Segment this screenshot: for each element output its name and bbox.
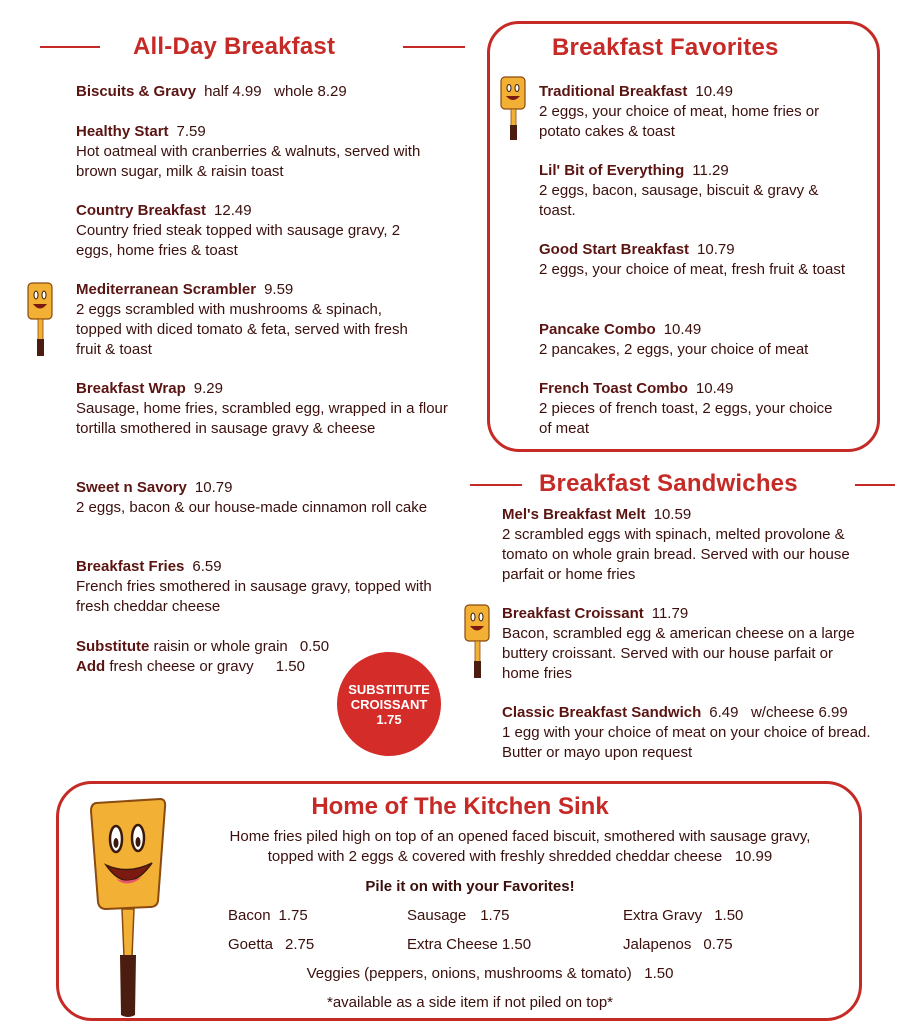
add-price: 1.50 <box>275 658 305 675</box>
item-price: 10.49 <box>695 380 734 397</box>
item-name: Mel's Breakfast Melt <box>502 506 646 523</box>
topping-name: Extra Cheese <box>407 936 498 953</box>
item-price: 10.59 <box>653 506 692 523</box>
item-name: Good Start Breakfast <box>539 241 690 258</box>
item-price: 7.59 <box>176 123 206 140</box>
item-desc: Country fried steak topped with sausage gravy, 2 eggs, home fries & toast <box>76 222 401 259</box>
topping-name: Goetta <box>228 936 274 953</box>
substitute-text: raisin or whole grain <box>153 638 288 655</box>
topping-price: 0.75 <box>703 936 733 953</box>
topping-option <box>228 936 314 953</box>
substitute-line <box>76 637 376 657</box>
topping-price: 1.75 <box>278 907 308 924</box>
item-price: 9.59 <box>264 281 294 298</box>
all-day-title: All-Day Breakfast <box>133 33 336 60</box>
add-label: Add <box>76 658 106 675</box>
menu-item <box>76 478 446 518</box>
item-price: 9.29 <box>193 380 223 397</box>
item-desc: 2 eggs, your choice of meat, home fries or potato cakes & toast <box>539 103 820 140</box>
pile-label: Pile it on with your Favorites! <box>365 878 575 895</box>
favorites-title: Breakfast Favorites <box>552 34 779 61</box>
menu-item <box>76 82 446 102</box>
veggies-line: Veggies (peppers, onions, mushrooms & tomato) 1.50 <box>306 965 674 982</box>
item-desc: 2 pancakes, 2 eggs, your choice of meat <box>539 341 809 358</box>
sandwiches-title: Breakfast Sandwiches <box>539 470 798 497</box>
item-price: 12.49 <box>214 202 252 219</box>
substitute-price: 0.50 <box>299 638 330 655</box>
side-item-note: *available as a side item if not piled on top* <box>326 994 613 1011</box>
item-desc: 2 eggs, bacon & our house-made cinnamon roll cake <box>76 499 428 516</box>
menu-item <box>76 379 448 439</box>
item-name: Breakfast Croissant <box>502 605 644 622</box>
kitchen-sink-title: Home of The Kitchen Sink <box>311 793 609 820</box>
item-name: Biscuits & Gravy <box>76 83 197 100</box>
item-name: Sweet n Savory <box>76 479 187 496</box>
badge-line: CROISSANT <box>350 696 428 712</box>
item-desc: 1 egg with your choice of meat on your choice of bread. Butter or mayo upon request <box>502 724 879 761</box>
item-price: 10.79 <box>697 241 735 258</box>
menu-item <box>76 122 446 182</box>
item-price: 11.79 <box>651 605 689 622</box>
add-text: fresh cheese or gravy <box>109 658 254 675</box>
header-rule-left <box>40 46 100 48</box>
item-desc: 2 eggs, bacon, sausage, biscuit & gravy & toast. <box>539 182 819 219</box>
badge-line: SUBSTITUTE <box>348 681 430 697</box>
topping-price: 1.75 <box>480 907 510 924</box>
item-desc: 2 pieces of french toast, 2 eggs, your choice of meat <box>539 400 833 437</box>
item-name: Classic Breakfast Sandwich <box>502 704 702 721</box>
menu-item <box>502 604 862 684</box>
item-desc: 2 eggs, your choice of meat, fresh fruit & toast <box>539 261 845 278</box>
spatula-icon <box>499 75 527 141</box>
spatula-icon <box>26 281 54 357</box>
substitute-label: Substitute <box>76 638 150 655</box>
item-price: half 4.99 whole 8.29 <box>204 83 347 100</box>
item-price: 10.49 <box>663 321 702 338</box>
item-name: Country Breakfast <box>76 202 207 219</box>
substitute-croissant-badge <box>337 652 441 756</box>
menu-item <box>539 240 849 280</box>
item-desc: French fries smothered in sausage gravy, topped with fresh cheddar cheese <box>76 578 432 615</box>
menu-item <box>76 280 426 360</box>
item-desc: 2 eggs scrambled with mushrooms & spinach, topped with diced tomato & feta, served with fresh fruit & toast <box>76 301 408 358</box>
topping-option <box>407 936 531 953</box>
topping-name: Bacon <box>228 907 271 924</box>
topping-price: 2.75 <box>285 936 315 953</box>
menu-item <box>76 201 436 261</box>
topping-option <box>623 936 733 953</box>
topping-option <box>623 907 743 924</box>
item-name: Healthy Start <box>76 123 169 140</box>
item-desc: 2 scrambled eggs with spinach, melted provolone & tomato on whole grain bread. Served with our house parfait or home fries <box>502 526 850 583</box>
spatula-icon <box>88 797 168 1019</box>
item-price: 10.49 <box>695 83 733 100</box>
item-name: Traditional Breakfast <box>539 83 688 100</box>
menu-item <box>502 505 894 585</box>
header-rule-right <box>403 46 465 48</box>
item-price: 10.79 <box>194 479 233 496</box>
item-price: 6.59 <box>192 558 222 575</box>
topping-name: Extra Gravy <box>623 907 703 924</box>
header-rule-right <box>855 484 895 486</box>
item-desc: Sausage, home fries, scrambled egg, wrapped in a flour tortilla smothered in sausage gravy & cheese <box>76 400 448 437</box>
topping-name: Sausage <box>407 907 467 924</box>
item-name: Mediterranean Scrambler <box>76 281 257 298</box>
badge-line: 1.75 <box>376 711 402 727</box>
menu-item <box>76 557 446 617</box>
item-name: French Toast Combo <box>539 380 688 397</box>
menu-item <box>502 703 892 763</box>
topping-option <box>228 907 308 924</box>
item-name: Breakfast Fries <box>76 558 185 575</box>
item-desc: Hot oatmeal with cranberries & walnuts, served with brown sugar, milk & raisin toast <box>76 143 421 180</box>
topping-name: Jalapenos <box>623 936 692 953</box>
item-name: Pancake Combo <box>539 321 656 338</box>
item-name: Breakfast Wrap <box>76 380 186 397</box>
menu-item <box>539 320 859 360</box>
topping-option <box>407 907 509 924</box>
add-line <box>76 657 376 677</box>
kitchen-sink-desc <box>190 827 850 867</box>
topping-price: 1.50 <box>714 907 744 924</box>
desc-line: Home fries piled high on top of an opened faced biscuit, smothered with sausage gravy, <box>229 828 811 845</box>
menu-item <box>539 82 859 142</box>
topping-price: 1.50 <box>501 936 532 953</box>
header-rule-left <box>470 484 522 486</box>
desc-line: topped with 2 eggs & covered with freshly shredded cheddar cheese 10.99 <box>267 848 773 865</box>
menu-item <box>539 379 839 439</box>
menu-item <box>539 161 859 221</box>
item-name: Lil' Bit of Everything <box>539 162 685 179</box>
item-price: 6.49 w/cheese 6.99 <box>709 704 848 721</box>
spatula-icon <box>463 603 491 679</box>
item-price: 11.29 <box>692 162 729 179</box>
item-desc: Bacon, scrambled egg & american cheese on a large buttery croissant. Served with our house parfait or home fries <box>502 625 855 682</box>
